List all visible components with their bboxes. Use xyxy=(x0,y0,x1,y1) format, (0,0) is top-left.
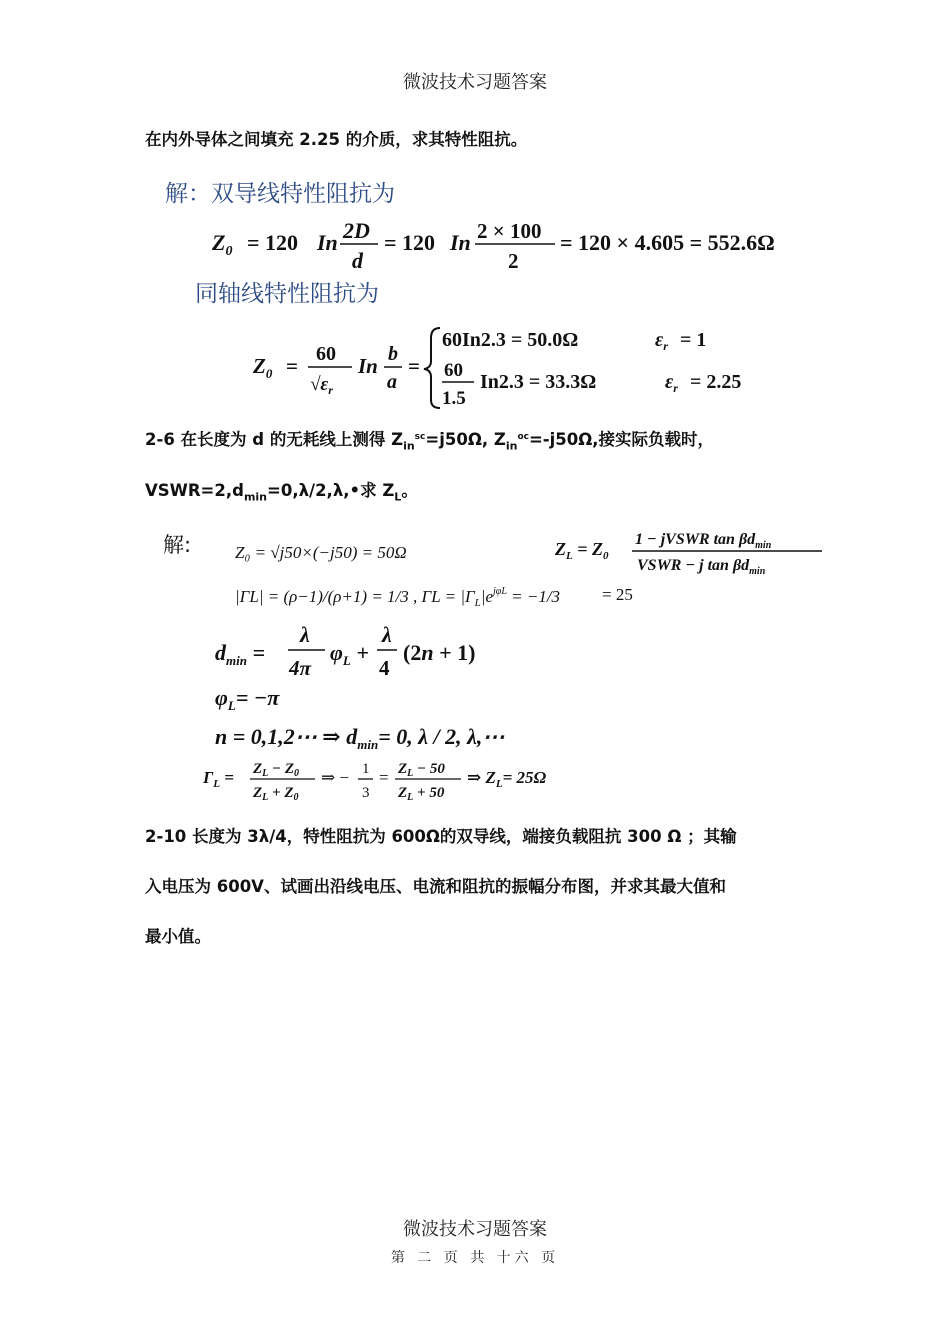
eq2-ba-num: b xyxy=(388,343,398,365)
sol2-gamma-lhs: $\Gamma_L$ = xyxy=(203,768,234,790)
sol2-n-line: n = 0,1,2⋯ ⇒ $d_{min}= 0$, λ / 2, λ,⋯ xyxy=(215,724,505,752)
eq2-eq: = xyxy=(286,354,298,378)
eq2-case1-val: = 1 xyxy=(680,329,707,351)
sol2-gamma-eq: = xyxy=(379,768,389,787)
sol2-gamma-frac1-num: $Z_L - Z_0$ xyxy=(253,761,300,779)
footer-title: 微波技术习题答案 xyxy=(403,1219,547,1240)
sol2-dmin-frac2-den: 4 xyxy=(379,656,390,680)
eq2-case2-cond: $\varepsilon_r$ xyxy=(665,371,678,395)
question-2-6-line2: $VSWR=2,d_{min}=0,\lambda/2,\lambda,•$求 $Z_L$。 xyxy=(145,481,418,504)
eq2-case2-den: 1.5 xyxy=(442,388,466,409)
sol2-dmin-line: $d_{min}$ = xyxy=(215,640,266,668)
sol2-gamma-frac2-num: $Z_L - 50$ xyxy=(398,761,445,779)
eq1-b: = 120 xyxy=(384,230,436,255)
header-title: 微波技术习题答案 xyxy=(403,72,547,93)
sol2-gamma-frac1-den: $Z_L + Z_0$ xyxy=(253,785,299,803)
eq2-ba-den: a xyxy=(387,371,397,393)
sol2-zl-top: 1 − jVSWR $\tan \beta d_{min}$ xyxy=(635,531,772,551)
sol2-dmin-frac2-num: λ xyxy=(382,622,392,647)
question-2-10-line1: 2-10 长度为 3λ/4，特性阻抗为 600Ω的双导线，端接负载阻抗 300 Ω ；其输 xyxy=(145,827,737,846)
sol2-zl-bot: VSWR − j $\tan \beta d_{min}$ xyxy=(637,557,766,577)
eq2-frac-num: 60 xyxy=(316,343,336,365)
eq1-frac2-num: 2 × 100 xyxy=(477,219,542,243)
eq1-frac2-den: 2 xyxy=(508,249,519,273)
eq1-ln: In xyxy=(317,230,338,255)
eq2-case1-cond: $\varepsilon_r$ xyxy=(655,329,668,353)
sol2-gamma-third-num: 1 xyxy=(362,761,370,777)
sol2-zl-lhs: $Z_L = Z_0$ xyxy=(555,539,609,562)
sol2-z0-line: Z₀ = √j50×(−j50) = 50Ω xyxy=(235,543,407,562)
sol2-gamma-final: ⇒ $Z_L= 25\Omega$ xyxy=(467,768,547,790)
eq1-lhs: $Z_0$ xyxy=(212,230,233,259)
eq2-case2-rest: In2.3 = 33.3Ω xyxy=(480,371,597,393)
sol2-gamma-arrow1: ⇒ − xyxy=(321,768,350,787)
question-2-10-line3: 最小值。 xyxy=(145,927,211,946)
sol2-dmin-frac1-den: 4π xyxy=(289,656,311,680)
question-2-6-line1: 2-6 在长度为 d 的无耗线上测得 $Z_{insc}=j50\Omega$, $Z_{inoc}=-j50\Omega$,接实际负载时， xyxy=(145,430,715,453)
eq2-eq2: = xyxy=(408,354,420,378)
solution-1-label-parallel: 解：双导线特性阻抗为 xyxy=(165,181,395,207)
eq1-frac1-den: d xyxy=(352,248,363,273)
eq1-frac1-num: 2D xyxy=(343,218,370,243)
sol2-zl-result: = 25 xyxy=(602,585,633,604)
sol2-phi-line: $\varphi_L= -\pi$ xyxy=(215,685,280,713)
solution-1-formula-image xyxy=(150,168,840,413)
eq2-brace xyxy=(424,328,440,408)
eq2-lhs: $Z_0$ xyxy=(253,354,273,381)
eq2-case2-val: = 2.25 xyxy=(690,371,742,393)
sol2-dmin-tail: (2n + 1) xyxy=(403,640,476,665)
solution-2-label: 解: xyxy=(163,533,192,557)
question-2-10-line2: 入电压为 600V、试画出沿线电压、电流和阻抗的振幅分布图，并求其最大值和 xyxy=(145,877,726,896)
question-intro-line: 在内外导体之间填充 2.25 的介质，求其特性阻抗。 xyxy=(145,130,528,149)
sol2-dmin-frac1-num: λ xyxy=(300,622,310,647)
eq1-ln2: In xyxy=(450,230,471,255)
eq2-frac-den: $√\varepsilon_r$ xyxy=(310,374,333,397)
solution-1-label-coax: 同轴线特性阻抗为 xyxy=(195,281,379,307)
eq2-ln: In xyxy=(358,354,378,378)
solution-2-formula-image xyxy=(155,520,835,810)
sol2-gamma-third-den: 3 xyxy=(362,785,370,801)
eq2-case2-num: 60 xyxy=(444,360,463,381)
eq1-a: = 120 xyxy=(247,230,299,255)
sol2-dmin-phi: $\varphi_L$ + xyxy=(330,640,369,668)
sol2-gamma-line: |ΓL| = (ρ−1)/(ρ+1) = 1/3 , $\Gamma L = |\Gamma_L|e^{j\varphi L} = -1/3$ xyxy=(235,586,561,609)
eq2-case1: 60In2.3 = 50.0Ω xyxy=(442,329,579,351)
eq1-rhs: = 120 × 4.605 = 552.6Ω xyxy=(560,230,775,255)
footer-page-number: 第 二 页 共 十六 页 xyxy=(390,1250,560,1266)
sol2-gamma-frac2-den: $Z_L + 50$ xyxy=(398,785,445,803)
